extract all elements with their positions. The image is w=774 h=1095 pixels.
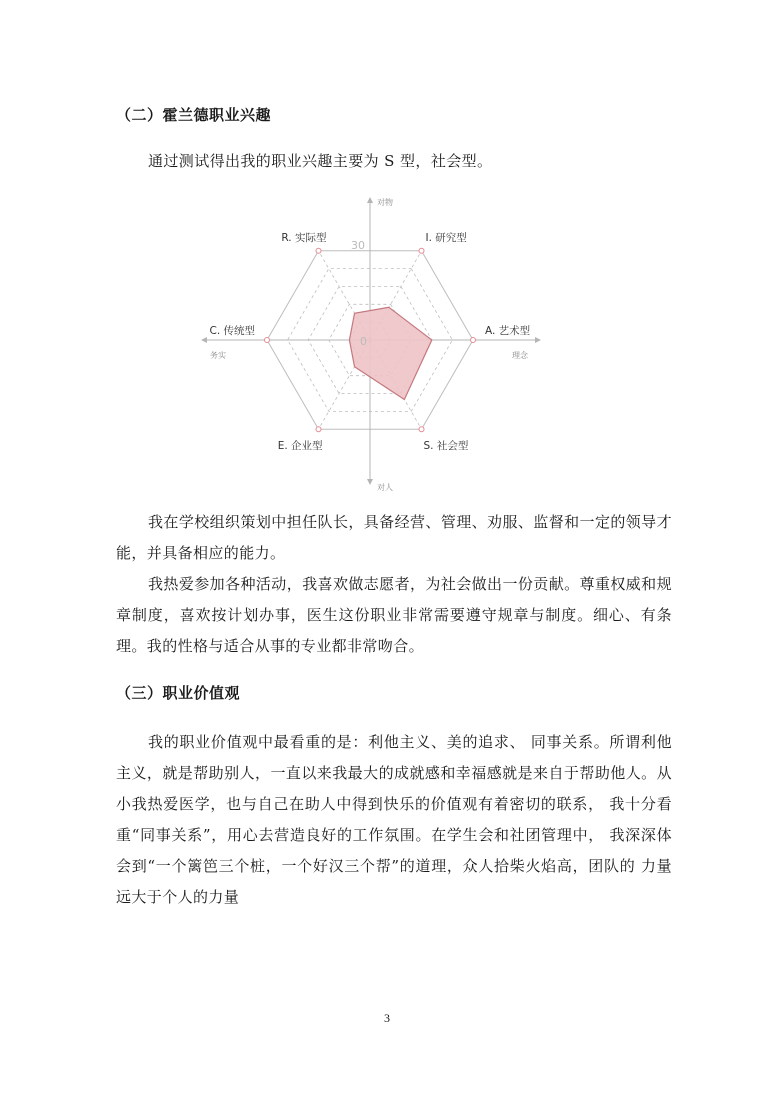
radar-svg — [190, 190, 570, 500]
paragraph-activities: 我热爱参加各种活动，我喜欢做志愿者，为社会做出一份贡献。尊重权威和规章制度，喜欢按计划办事，医生这份职业非常需要遵守规章与制度。细心、有条理。我的性格与适合从事的专业都非常吻合。 — [116, 575, 672, 655]
radar-vertex-dot — [265, 338, 270, 343]
radar-vertex-dot — [316, 248, 321, 253]
dimension-label-top: 对物 — [377, 198, 393, 207]
radar-axis-label-r: R. 实际型 — [281, 231, 327, 244]
page-number: 3 — [384, 1011, 390, 1025]
radar-axis-label-a: A. 艺术型 — [485, 325, 531, 337]
dimension-label-bottom: 对人 — [377, 483, 393, 492]
paragraph-leadership: 我在学校组织策划中担任队长，具备经营、管理、劝服、监督和一定的领导才能，并具备相应的能力。 — [116, 513, 672, 562]
section-heading-values: （三）职业价值观 — [116, 684, 241, 702]
holland-radar-chart — [190, 190, 570, 500]
paragraph-values: 我的职业价值观中最看重的是：利他主义、美的追求、 同事关系。所谓利他主义，就是帮助别人，一直以来我最大的成就感和幸福感就是来自于帮助他人。从小我热爱医学，也与自己在助人中得到快乐的价值观有着密切的联系， 我十分看重“同事关系”，用心去营造良好的工作氛围。在学生会和社团管理中， 我深深体会到“一个篱笆三个桩，一个好汉三个帮”的道理，众人拾柴火焰高，团队的 力量远大于个人的力量 — [116, 733, 672, 906]
dimension-label-left: 务实 — [210, 351, 226, 360]
radar-vertex-dot — [419, 427, 424, 432]
radar-tick-max: 30 — [351, 239, 365, 252]
intro-paragraph: 通过测试得出我的职业兴趣主要为 S 型，社会型。 — [148, 152, 493, 170]
radar-data-area — [349, 307, 431, 399]
radar-axis-label-s: S. 社会型 — [423, 440, 469, 453]
radar-axis-label-e: E. 企业型 — [277, 440, 323, 453]
radar-axis-label-i: I. 研究型 — [425, 231, 467, 244]
dimension-label-right: 理念 — [512, 351, 528, 360]
radar-axis-label-c: C. 传统型 — [209, 325, 255, 337]
radar-vertex-dot — [419, 248, 424, 253]
section-heading-holland: （二）霍兰德职业兴趣 — [116, 106, 272, 124]
radar-tick-min: 0 — [360, 335, 367, 348]
radar-vertex-dot — [471, 338, 476, 343]
radar-vertex-dot — [316, 427, 321, 432]
